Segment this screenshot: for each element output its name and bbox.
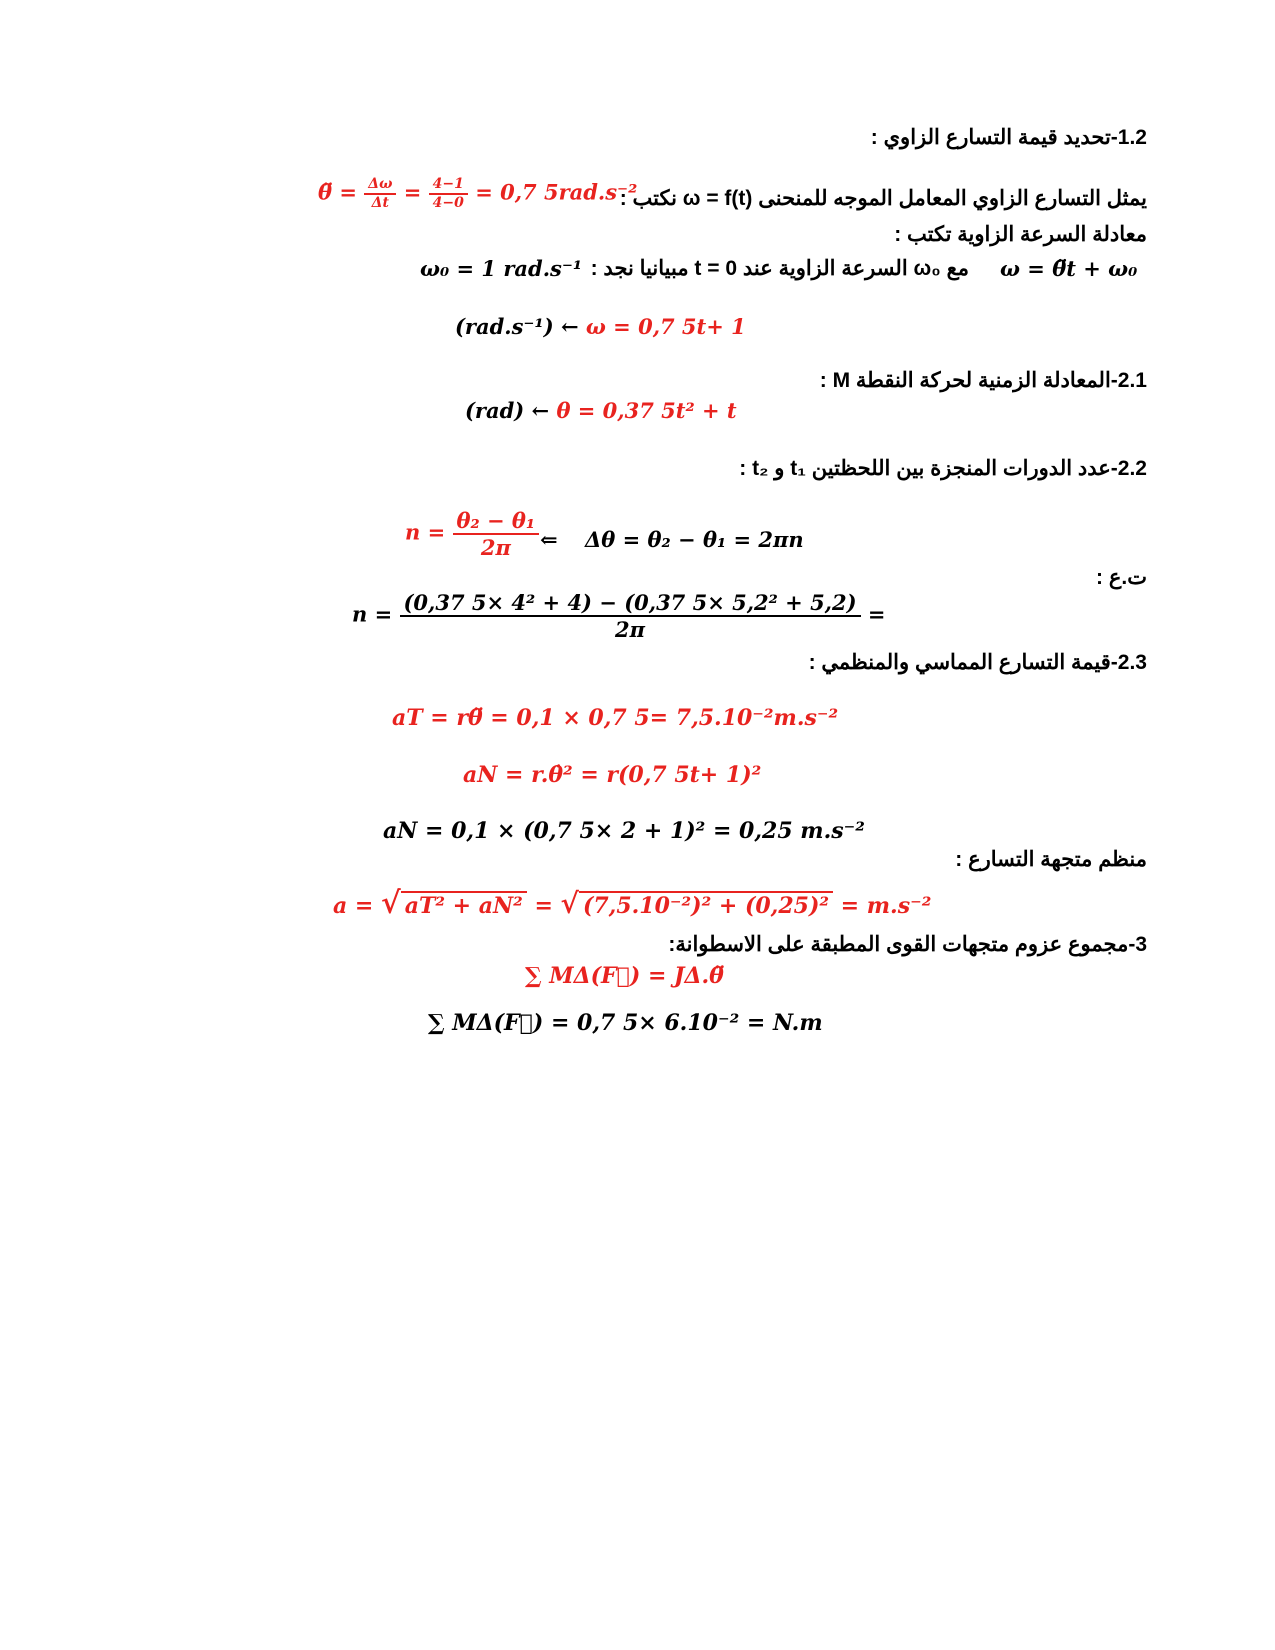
torque-sum-formula: ∑ MΔ(F⃗) = JΔ.θ̈: [525, 963, 724, 989]
a-mid: =: [534, 893, 553, 919]
n-fraction: [453, 508, 540, 560]
frac-num: 4−1: [429, 176, 468, 195]
theta-result: θ = 0,37 5t² + t: [556, 398, 737, 423]
heading-2-2: 2.2-عدد الدورات المنجزة بين اللحظتين t₁ و t₂ :: [739, 457, 1147, 480]
sqrt-icon: √: [560, 887, 579, 920]
omega-equation: ω = θ̈t + ω₀: [1000, 256, 1138, 281]
eq-result: = 0,7 5rad.s⁻²: [475, 179, 638, 205]
frac-num: (0,37 5× 4² + 4) − (0,37 5× 5,2² + 5,2): [400, 590, 861, 617]
a-lhs: a =: [333, 893, 374, 919]
normal-acceleration-formula: aN = r.θ̇² = r(0,7 5t+ 1)²: [463, 762, 762, 788]
frac-num: Δω: [364, 176, 396, 195]
frac-den: Δt: [371, 194, 389, 211]
omega-result: ω = 0,7 5t+ 1: [585, 314, 746, 339]
angular-acceleration-equation: θ̈ = $\frac{\Delta\omega}{\Delta t}$ = $\frac{4-1}{4-0}$ = 0,7 5rad.s⁻²: [318, 176, 638, 211]
fraction-delta: [364, 176, 396, 212]
eq-lhs: θ̈ =: [318, 179, 357, 205]
acceleration-norm-equation: [333, 886, 931, 921]
omega-unit: (rad.s⁻¹) ←: [455, 314, 579, 339]
n-formula: [405, 508, 539, 560]
frac-den: 2π: [615, 617, 646, 643]
heading-3: 3-مجموع عزوم متجهات القوى المطبقة على الاسطوانة:: [668, 933, 1147, 956]
n-numeric: [352, 590, 885, 642]
heading-1-2: 1.2-تحديد قيمة التسارع الزاوي :: [870, 126, 1147, 149]
a-tail: = m.s⁻²: [840, 893, 932, 919]
heading-2-1: 2.1-المعادلة الزمنية لحركة النقطة M :: [819, 369, 1147, 392]
tangential-acceleration: aT = rθ̈ = 0,1 × 0,7 5= 7,5.10⁻²m.s⁻²: [392, 705, 839, 731]
numerical-application-label: ت.ع :: [1096, 566, 1147, 589]
frac-den: 4−0: [432, 194, 464, 211]
n-lhs: n =: [352, 601, 393, 627]
heading-2-3: 2.3-قيمة التسارع المماسي والمنظمي :: [808, 651, 1147, 674]
sqrt-content: (7,5.10⁻²)² + (0,25)²: [579, 891, 833, 919]
theta-unit: (rad) ←: [465, 398, 550, 423]
frac-den: 2π: [480, 535, 511, 561]
sqrt-content: aT² + aN²: [401, 891, 527, 919]
frac-num: θ₂ − θ₁: [453, 508, 540, 535]
omega0-value: ω₀ = 1 rad.s⁻¹: [420, 256, 583, 281]
n-tail: =: [867, 601, 886, 627]
acceleration-norm-label: منظم متجهة التسارع :: [955, 848, 1147, 871]
s1-2-line1-text: يمثل التسارع الزاوي المعامل الموجه للمنحنى ω = f(t) نكتب :: [619, 187, 1147, 210]
implies-arrow: ⇐: [540, 527, 558, 552]
delta-theta-equation: Δθ = θ₂ − θ₁ = 2πn: [585, 527, 804, 552]
fraction-values: [429, 176, 468, 212]
torque-sum-value: ∑ MΔ(F⃗) = 0,7 5× 6.10⁻² = N.m: [428, 1010, 823, 1036]
s1-2-line2-text: معادلة السرعة الزاوية تكتب :: [894, 223, 1147, 246]
theta-result-line: [465, 398, 737, 423]
omega-result-line: [455, 314, 746, 339]
normal-acceleration-value: aN = 0,1 × (0,7 5× 2 + 1)² = 0,25 m.s⁻²: [383, 818, 865, 844]
s1-2-line3-text: مع ω₀ السرعة الزاوية عند t = 0 مبيانيا نجد :: [590, 257, 969, 280]
n-lhs: n =: [405, 519, 446, 545]
n-numeric-fraction: [400, 590, 861, 642]
sqrt-icon: √: [381, 886, 401, 921]
